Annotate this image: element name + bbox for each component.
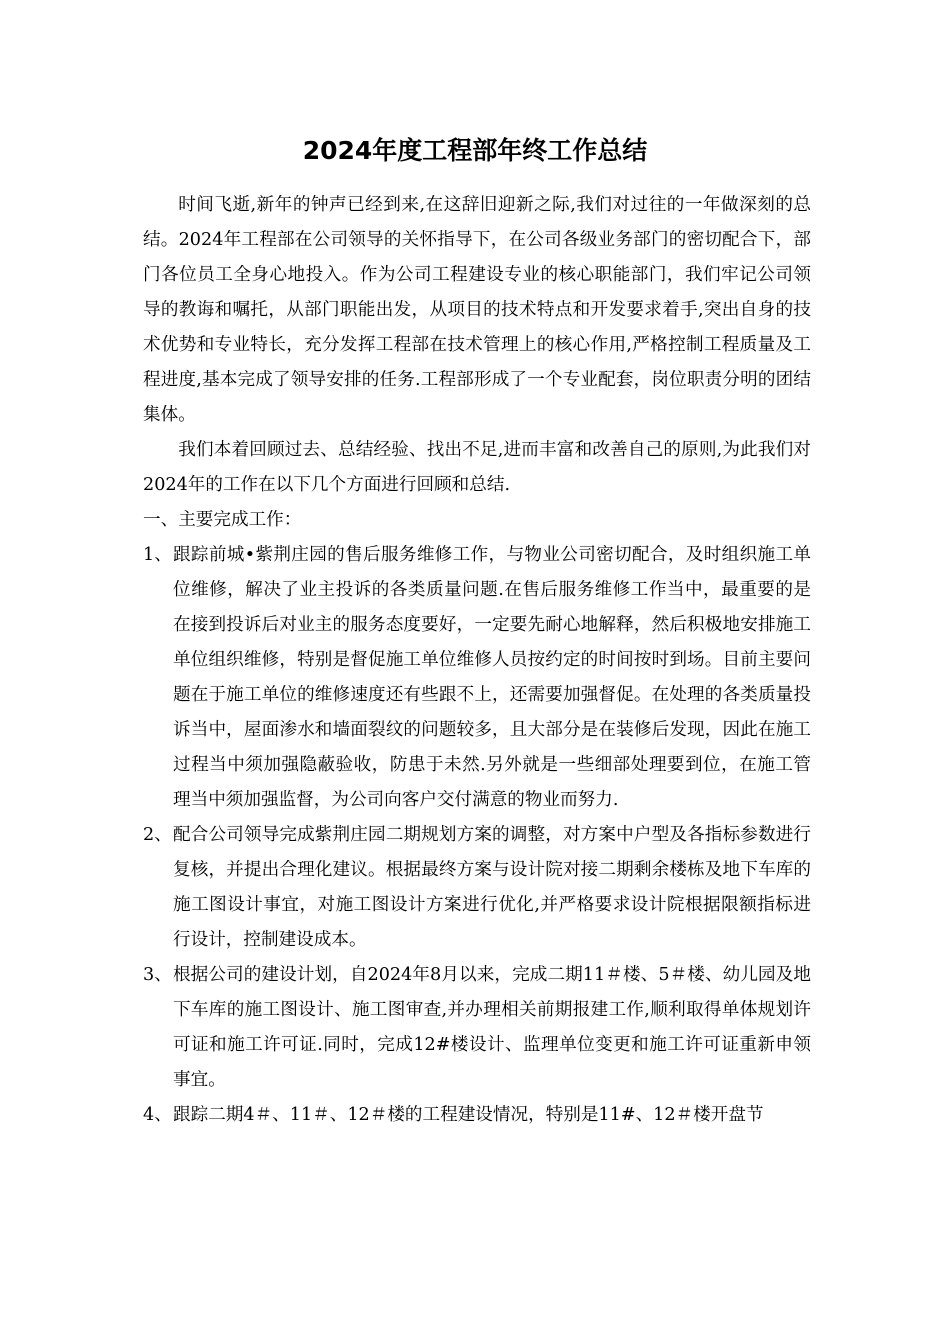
list-item-number: 2、 [143,825,172,845]
list-item [143,1098,811,1133]
paragraph-review: 我们本着回顾过去、总结经验、找出不足,进而丰富和改善自己的原则,为此我们对2024年的工作在以下几个方面进行回顾和总结. [143,440,811,495]
document-title: 2024年度工程部年终工作总结 [302,136,648,165]
document-body [143,188,811,1133]
list-item [143,958,811,1098]
list-item-number: 3、 [143,965,172,985]
paragraph-intro: 时间飞逝,新年的钟声已经到来,在这辞旧迎新之际,我们对过往的一年做深刻的总结。2024年工程部在公司领导的关怀指导下，在公司各级业务部门的密切配合下，部门各位员工全身心地投入。作为公司工程建设专业的核心职能部门，我们牢记公司领导的教诲和嘱托，从部门职能出发，从项目的技术特点和开发要求着手,突出自身的技术优势和专业特长，充分发挥工程部在技术管理上的核心作用,严格控制工程质量及工程进度,基本完成了领导安排的任务.工程部形成了一个专业配套，岗位职责分明的团结集体。 [143,195,811,425]
list-item-text: 跟踪二期4＃、11＃、12＃楼的工程建设情况，特别是11#、12＃楼开盘节 [173,1105,764,1125]
list-item [143,818,811,958]
list-item-text: 跟踪前城•紫荆庄园的售后服务维修工作，与物业公司密切配合，及时组织施工单位维修，解决了业主投诉的各类质量问题.在售后服务维修工作当中，最重要的是在接到投诉后对业主的服务态度要好，一定要先耐心地解释，然后积极地安排施工单位组织维修，特别是督促施工单位维修人员按约定的时间按时到场。目前主要问题在于施工单位的维修速度还有些跟不上，还需要加强督促。在处理的各类质量投诉当中，屋面渗水和墙面裂纹的问题较多，且大部分是在装修后发现，因此在施工过程当中须加强隐蔽验收，防患于未然.另外就是一些细部处理要到位，在施工管理当中须加强监督，为公司向客户交付满意的物业而努力. [173,545,811,810]
list-item-number: 4、 [143,1105,172,1125]
list-item-number: 1、 [143,545,172,565]
list-item-text: 配合公司领导完成紫荆庄园二期规划方案的调整，对方案中户型及各指标参数进行复核，并提出合理化建议。根据最终方案与设计院对接二期剩余楼栋及地下车库的施工图设计事宜，对施工图设计方案进行优化,并严格要求设计院根据限额指标进行设计，控制建设成本。 [173,825,811,950]
section-heading: 一、主要完成工作： [143,510,302,530]
list-item [143,538,811,818]
list-item-text: 根据公司的建设计划，自2024年8月以来，完成二期11＃楼、5＃楼、幼儿园及地下车库的施工图设计、施工图审查,并办理相关前期报建工作,顺利取得单体规划许可证和施工许可证.同时，完成12#楼设计、监理单位变更和施工许可证重新申领事宜。 [173,965,811,1090]
